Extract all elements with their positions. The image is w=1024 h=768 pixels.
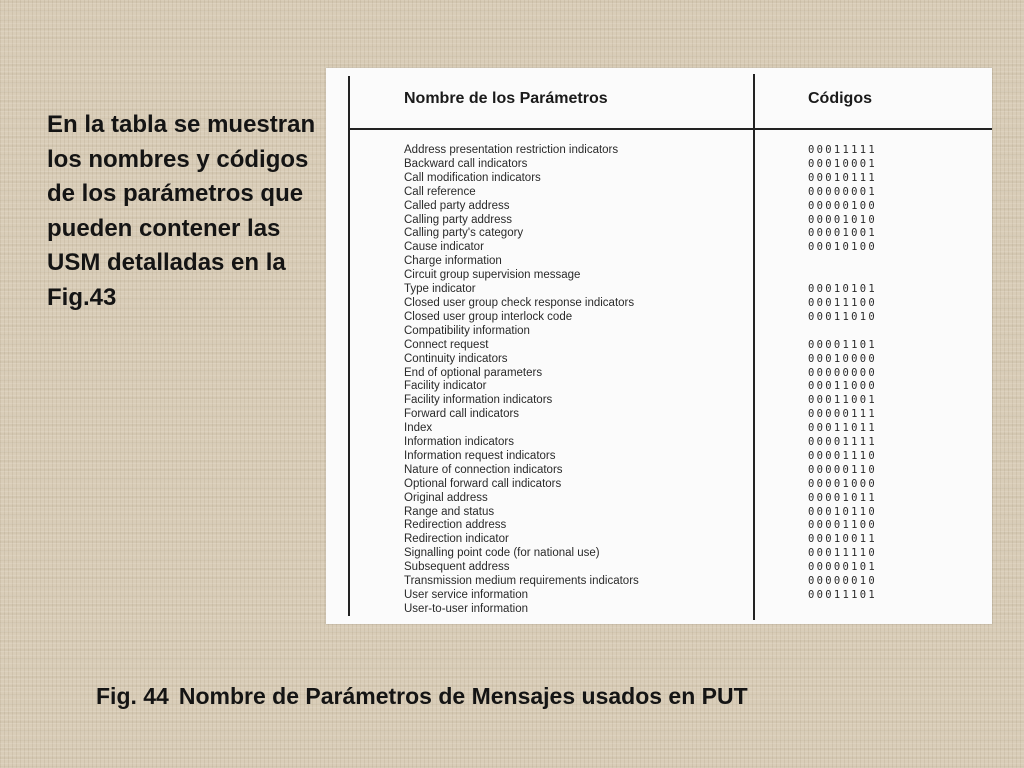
table-row [326, 268, 992, 282]
figure-number: Fig. 44 [96, 683, 169, 709]
parameter-name: Backward call indicators [404, 157, 528, 170]
parameter-name: Information request indicators [404, 449, 556, 462]
table-row [326, 143, 992, 157]
parameter-code: 00011110 [808, 547, 877, 560]
parameter-code: 00010001 [808, 157, 877, 170]
parameter-code: 00000111 [808, 408, 877, 421]
parameter-name: Address presentation restriction indicators [404, 144, 619, 156]
figure-caption-text: Nombre de Parámetros de Mensajes usados en PUT [178, 683, 748, 709]
parameter-name: Closed user group check response indicators [404, 296, 635, 309]
table-body [326, 143, 992, 616]
parameter-code: 00011001 [808, 394, 877, 407]
parameter-name: Closed user group interlock code [404, 310, 573, 323]
parameter-code: 00011100 [808, 296, 877, 309]
table-row [326, 574, 992, 588]
table-row [326, 407, 992, 421]
parameter-code: 00001110 [808, 449, 877, 462]
table-row [326, 477, 992, 491]
table-row [326, 588, 992, 602]
parameter-name: Forward call indicators [404, 408, 520, 421]
parameter-code: 00010101 [808, 283, 877, 296]
table-row [326, 463, 992, 477]
parameter-name: Facility information indicators [404, 394, 553, 407]
table-row [326, 532, 992, 546]
parameter-code: 00010110 [808, 505, 877, 518]
parameter-code: 00000010 [808, 575, 877, 588]
table-row [326, 393, 992, 407]
parameter-name: Called party address [404, 199, 510, 212]
parameter-code: 00001111 [808, 436, 877, 449]
table-row [326, 435, 992, 449]
parameter-code: 00011011 [808, 422, 877, 435]
parameter-name: Call reference [404, 185, 476, 198]
parameter-code: 00010000 [808, 352, 877, 365]
table-row [326, 352, 992, 366]
parameter-name: Circuit group supervision message [404, 269, 581, 282]
table-row [326, 226, 992, 240]
parameter-name: Continuity indicators [404, 352, 508, 365]
header-code: Códigos [808, 90, 872, 107]
table-row [326, 296, 992, 310]
table-row [326, 491, 992, 505]
table-row [326, 254, 992, 268]
table-row [326, 240, 992, 254]
table-row [326, 282, 992, 296]
table-row [326, 518, 992, 532]
parameter-code: 00000001 [808, 185, 877, 198]
table-row [326, 505, 992, 519]
table-row [326, 338, 992, 352]
parameter-code: 00000101 [808, 561, 877, 574]
parameter-name: Redirection indicator [404, 533, 509, 546]
table-row [326, 213, 992, 227]
parameter-name: Calling party address [404, 213, 513, 226]
parameter-name: User service information [404, 589, 528, 601]
figure-caption [96, 683, 748, 710]
parameter-name: Transmission medium requirements indicators [404, 575, 639, 588]
parameter-name: Signalling point code (for national use) [404, 547, 600, 560]
parameter-code: 00010100 [808, 241, 877, 254]
table-row [326, 185, 992, 199]
table-row [326, 366, 992, 380]
parameter-name: Index [404, 422, 433, 435]
parameter-name: Connect request [404, 338, 489, 351]
table-row [326, 449, 992, 463]
table-row [326, 560, 992, 574]
parameter-code: 00010111 [808, 171, 877, 184]
parameter-code: 00011111 [808, 144, 877, 156]
parameter-code: 00001001 [808, 227, 877, 240]
parameter-name: Type indicator [404, 283, 476, 296]
table-row [326, 379, 992, 393]
parameter-name: Original address [404, 491, 488, 504]
parameter-code: 00011010 [808, 310, 877, 323]
parameter-name: Information indicators [404, 436, 514, 449]
parameters-table [326, 68, 992, 624]
parameter-name: Redirection address [404, 519, 507, 532]
parameter-code: 00001011 [808, 491, 877, 504]
parameter-name: Calling party's category [404, 227, 524, 240]
parameter-name: Subsequent address [404, 561, 510, 574]
table-row [326, 602, 992, 616]
parameter-name: Call modification indicators [404, 171, 541, 184]
parameter-name: User-to-user information [404, 602, 528, 615]
parameter-name: Range and status [404, 505, 495, 518]
table-row [326, 421, 992, 435]
parameter-code: 00000110 [808, 463, 877, 476]
parameter-code: 00001100 [808, 519, 877, 532]
parameter-name: Charge information [404, 255, 502, 268]
parameter-code: 00000000 [808, 366, 877, 379]
table-row [326, 324, 992, 338]
parameter-name: Nature of connection indicators [404, 463, 563, 476]
table-row [326, 310, 992, 324]
header-parameter-name: Nombre de los Parámetros [404, 90, 608, 107]
parameter-code: 00010011 [808, 533, 877, 546]
parameter-name: Facility indicator [404, 380, 487, 393]
parameter-code: 00000100 [808, 199, 877, 212]
parameter-code: 00011000 [808, 380, 877, 393]
parameter-code: 00001101 [808, 338, 877, 351]
table-row [326, 199, 992, 213]
parameter-name: Optional forward call indicators [404, 477, 562, 490]
parameter-code: 00001000 [808, 477, 877, 490]
description-text: En la tabla se muestran los nombres y códigos de los parámetros que pueden contener las USM detalladas en la Fig.43 [47, 111, 316, 311]
parameter-code: 00001010 [808, 213, 877, 226]
table-row [326, 157, 992, 171]
parameter-name: Cause indicator [404, 241, 484, 254]
parameter-code: 00011101 [808, 589, 877, 601]
table-row [326, 171, 992, 185]
parameter-name: Compatibility information [404, 324, 530, 337]
parameter-name: End of optional parameters [404, 366, 543, 379]
table-row [326, 546, 992, 560]
table-header-divider [348, 128, 992, 130]
